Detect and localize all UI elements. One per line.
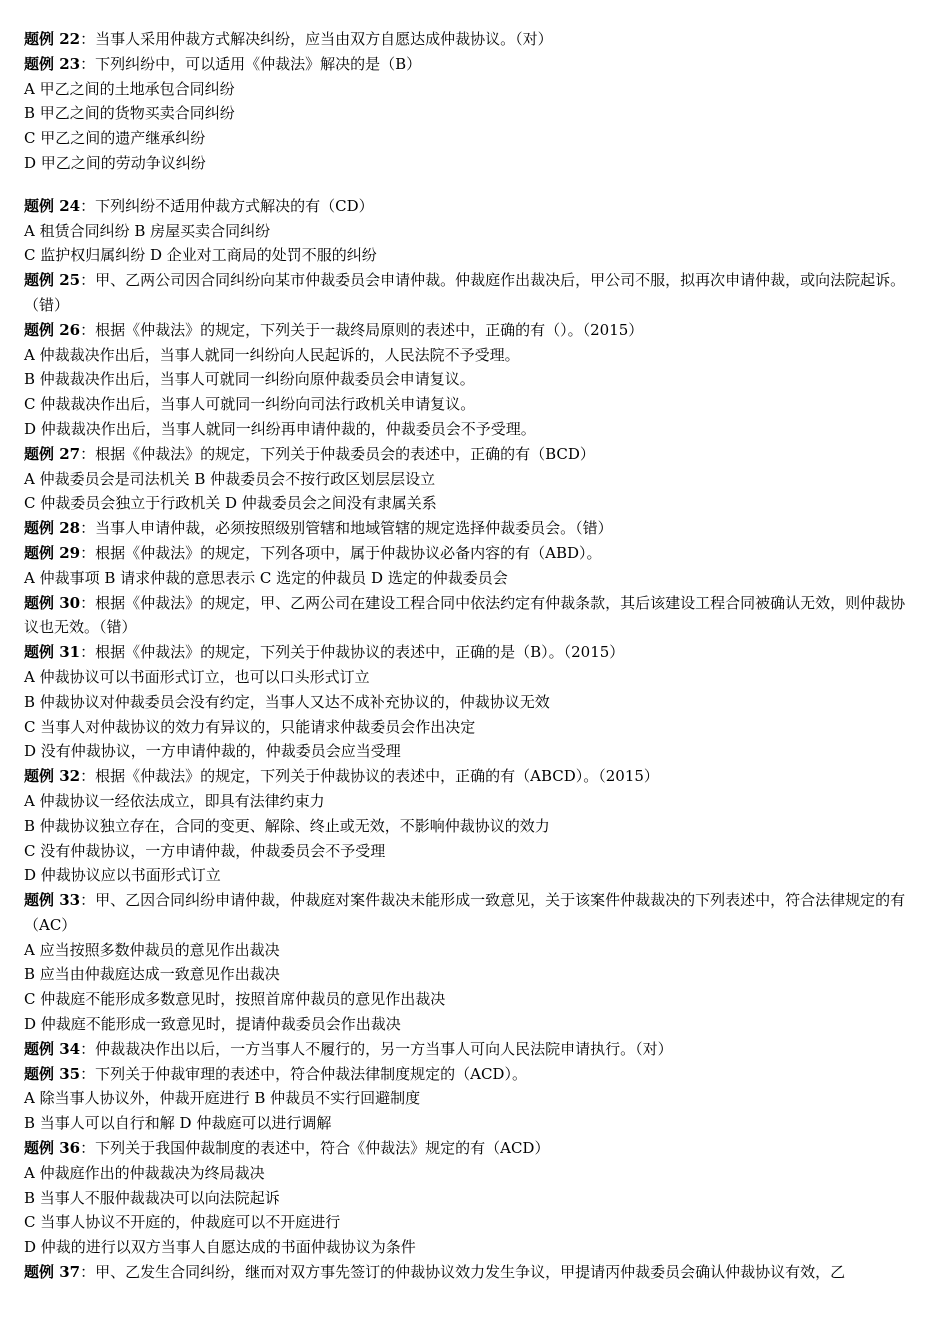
question-number: 题例 31 — [24, 643, 81, 662]
option-text: B 仲裁协议对仲裁委员会没有约定，当事人又达不成补充协议的，仲裁协议无效 — [24, 692, 550, 711]
option-line — [24, 814, 910, 839]
option-text: B 当事人不服仲裁裁决可以向法院起诉 — [24, 1188, 280, 1207]
option-line — [24, 243, 910, 268]
question-text: ：根据《仲裁法》的规定，下列关于一裁终局原则的表述中，正确的有（）。（2015） — [80, 320, 644, 339]
option-text: D 仲裁庭不能形成一致意见时，提请仲裁委员会作出裁决 — [24, 1015, 401, 1034]
question-text: ：根据《仲裁法》的规定，甲、乙两公司在建设工程合同中依法约定有仲裁条款，其后该建设工程合同被确认无效，则仲裁协议也无效。（错） — [24, 593, 906, 637]
question-line — [24, 516, 910, 541]
option-line — [24, 665, 910, 690]
question-text: ：当事人采用仲裁方式解决纠纷，应当由双方自愿达成仲裁协议。（对） — [80, 30, 553, 48]
option-line — [24, 101, 910, 126]
question-line — [24, 640, 910, 665]
question-number: 题例 29 — [24, 543, 81, 562]
question-number: 题例 37 — [24, 1263, 81, 1282]
option-line — [24, 690, 910, 715]
option-text: C 仲裁委员会独立于行政机关 D 仲裁委员会之间没有隶属关系 — [24, 494, 437, 513]
question-text: ：甲、乙因合同纠纷申请仲裁，仲裁庭对案件裁决未能形成一致意见，关于该案件仲裁裁决的下列表述中，符合法律规定的有（AC） — [24, 891, 906, 934]
question-text: ：根据《仲裁法》的规定，下列关于仲裁委员会的表述中，正确的有（BCD） — [80, 444, 595, 463]
question-line — [24, 1260, 910, 1285]
option-line — [24, 392, 910, 417]
option-line — [24, 417, 910, 442]
option-text: A 仲裁协议可以书面形式订立，也可以口头形式订立 — [24, 667, 370, 686]
question-text: ：下列纠纷中，可以适用《仲裁法》解决的是（B） — [80, 54, 422, 73]
question-text: ：下列纠纷不适用仲裁方式解决的有（CD） — [80, 196, 374, 215]
option-line — [24, 863, 910, 888]
option-line — [24, 126, 910, 151]
option-text: D 仲裁裁决作出后，当事人就同一纠纷再申请仲裁的，仲裁委员会不予受理。 — [24, 419, 536, 438]
option-line — [24, 1210, 910, 1235]
question-line — [24, 541, 910, 566]
option-line — [24, 1235, 910, 1260]
option-line — [24, 1086, 910, 1111]
option-line — [24, 151, 910, 176]
option-text: C 没有仲裁协议，一方申请仲裁，仲裁委员会不予受理 — [24, 841, 386, 860]
option-line — [24, 77, 910, 102]
question-line — [24, 1136, 910, 1161]
question-line — [24, 194, 910, 219]
question-text: ：根据《仲裁法》的规定，下列关于仲裁协议的表述中，正确的是（B）。（2015） — [80, 643, 625, 662]
question-number: 题例 22 — [24, 30, 81, 48]
option-text: A 甲乙之间的土地承包合同纠纷 — [24, 79, 235, 98]
question-number: 题例 27 — [24, 444, 81, 463]
question-number: 题例 24 — [24, 196, 81, 215]
option-text: B 当事人可以自行和解 D 仲裁庭可以进行调解 — [24, 1114, 332, 1133]
option-text: B 仲裁裁决作出后，当事人可就同一纠纷向原仲裁委员会申请复议。 — [24, 370, 475, 389]
option-line — [24, 219, 910, 244]
question-line — [24, 764, 910, 789]
question-number: 题例 30 — [24, 593, 81, 612]
option-text: A 仲裁事项 B 请求仲裁的意思表示 C 选定的仲裁员 D 选定的仲裁委员会 — [24, 568, 508, 587]
question-number: 题例 25 — [24, 271, 81, 290]
option-line — [24, 938, 910, 963]
option-text: B 应当由仲裁庭达成一致意见作出裁决 — [24, 965, 280, 984]
question-number: 题例 26 — [24, 320, 81, 339]
option-line — [24, 987, 910, 1012]
option-text: C 仲裁庭不能形成多数意见时，按照首席仲裁员的意见作出裁决 — [24, 990, 446, 1009]
option-line — [24, 715, 910, 740]
question-text: ：下列关于我国仲裁制度的表述中，符合《仲裁法》规定的有（ACD） — [80, 1139, 550, 1158]
question-text: ：当事人申请仲裁，必须按照级别管辖和地域管辖的规定选择仲裁委员会。（错） — [80, 519, 613, 538]
option-text: A 仲裁协议一经依法成立，即具有法律约束力 — [24, 791, 325, 810]
question-line — [24, 442, 910, 467]
option-line — [24, 491, 910, 516]
option-line — [24, 367, 910, 392]
question-number: 题例 34 — [24, 1039, 81, 1058]
question-line — [24, 1062, 910, 1087]
option-text: D 甲乙之间的劳动争议纠纷 — [24, 153, 206, 172]
question-number: 题例 33 — [24, 891, 81, 910]
question-text: ：根据《仲裁法》的规定，下列关于仲裁协议的表述中，正确的有（ABCD）。（2015） — [80, 767, 659, 786]
option-text: A 仲裁裁决作出后，当事人就同一纠纷向人民起诉的，人民法院不予受理。 — [24, 345, 520, 364]
question-line — [24, 318, 910, 343]
question-text: ：下列关于仲裁审理的表述中，符合仲裁法律制度规定的（ACD）。 — [80, 1064, 527, 1083]
option-line — [24, 467, 910, 492]
option-text: C 监护权归属纠纷 D 企业对工商局的处罚不服的纠纷 — [24, 246, 377, 265]
option-text: A 租赁合同纠纷 B 房屋买卖合同纠纷 — [24, 221, 271, 240]
option-line — [24, 962, 910, 987]
option-text: A 除当事人协议外，仲裁开庭进行 B 仲裁员不实行回避制度 — [24, 1089, 421, 1108]
option-line — [24, 343, 910, 368]
option-text: A 仲裁庭作出的仲裁裁决为终局裁决 — [24, 1163, 265, 1182]
option-text: D 没有仲裁协议，一方申请仲裁的，仲裁委员会应当受理 — [24, 742, 401, 761]
option-text: B 仲裁协议独立存在，合同的变更、解除、终止或无效，不影响仲裁协议的效力 — [24, 816, 550, 835]
question-number: 题例 23 — [24, 54, 81, 73]
blank-spacer — [24, 176, 910, 194]
option-text: A 仲裁委员会是司法机关 B 仲裁委员会不按行政区划层层设立 — [24, 469, 436, 488]
option-text: D 仲裁协议应以书面形式订立 — [24, 866, 221, 885]
option-text: B 甲乙之间的货物买卖合同纠纷 — [24, 104, 235, 123]
option-text: C 仲裁裁决作出后，当事人可就同一纠纷向司法行政机关申请复议。 — [24, 395, 476, 414]
option-text: A 应当按照多数仲裁员的意见作出裁决 — [24, 940, 280, 959]
question-line — [24, 1037, 910, 1062]
option-line — [24, 1186, 910, 1211]
option-text: D 仲裁的进行以双方当事人自愿达成的书面仲裁协议为条件 — [24, 1238, 416, 1257]
question-line — [24, 27, 910, 52]
question-number: 题例 32 — [24, 767, 81, 786]
option-line — [24, 1161, 910, 1186]
question-line — [24, 268, 910, 318]
question-text: ：甲、乙两公司因合同纠纷向某市仲裁委员会申请仲裁。仲裁庭作出裁决后，甲公司不服，拟再次申请仲裁，或向法院起诉。（错） — [24, 271, 906, 314]
option-line — [24, 566, 910, 591]
question-number: 题例 28 — [24, 519, 81, 538]
option-line — [24, 1012, 910, 1037]
question-text: ：仲裁裁决作出以后，一方当事人不履行的，另一方当事人可向人民法院申请执行。（对） — [80, 1039, 673, 1058]
question-line — [24, 888, 910, 938]
option-text: C 甲乙之间的遗产继承纠纷 — [24, 129, 206, 148]
option-line — [24, 839, 910, 864]
option-text: C 当事人对仲裁协议的效力有异议的，只能请求仲裁委员会作出决定 — [24, 717, 476, 736]
question-text: ：根据《仲裁法》的规定，下列各项中，属于仲裁协议必备内容的有（ABD）。 — [80, 543, 602, 562]
option-line — [24, 1111, 910, 1136]
option-text: C 当事人协议不开庭的，仲裁庭可以不开庭进行 — [24, 1213, 341, 1232]
question-number: 题例 36 — [24, 1139, 81, 1158]
question-text: ：甲、乙发生合同纠纷，继而对双方事先签订的仲裁协议效力发生争议，甲提请丙仲裁委员会确认仲裁协议有效，乙 — [80, 1263, 846, 1282]
option-line — [24, 739, 910, 764]
question-line — [24, 591, 910, 641]
question-number: 题例 35 — [24, 1064, 81, 1083]
option-line — [24, 789, 910, 814]
document-body — [24, 27, 910, 1285]
question-line — [24, 52, 910, 77]
